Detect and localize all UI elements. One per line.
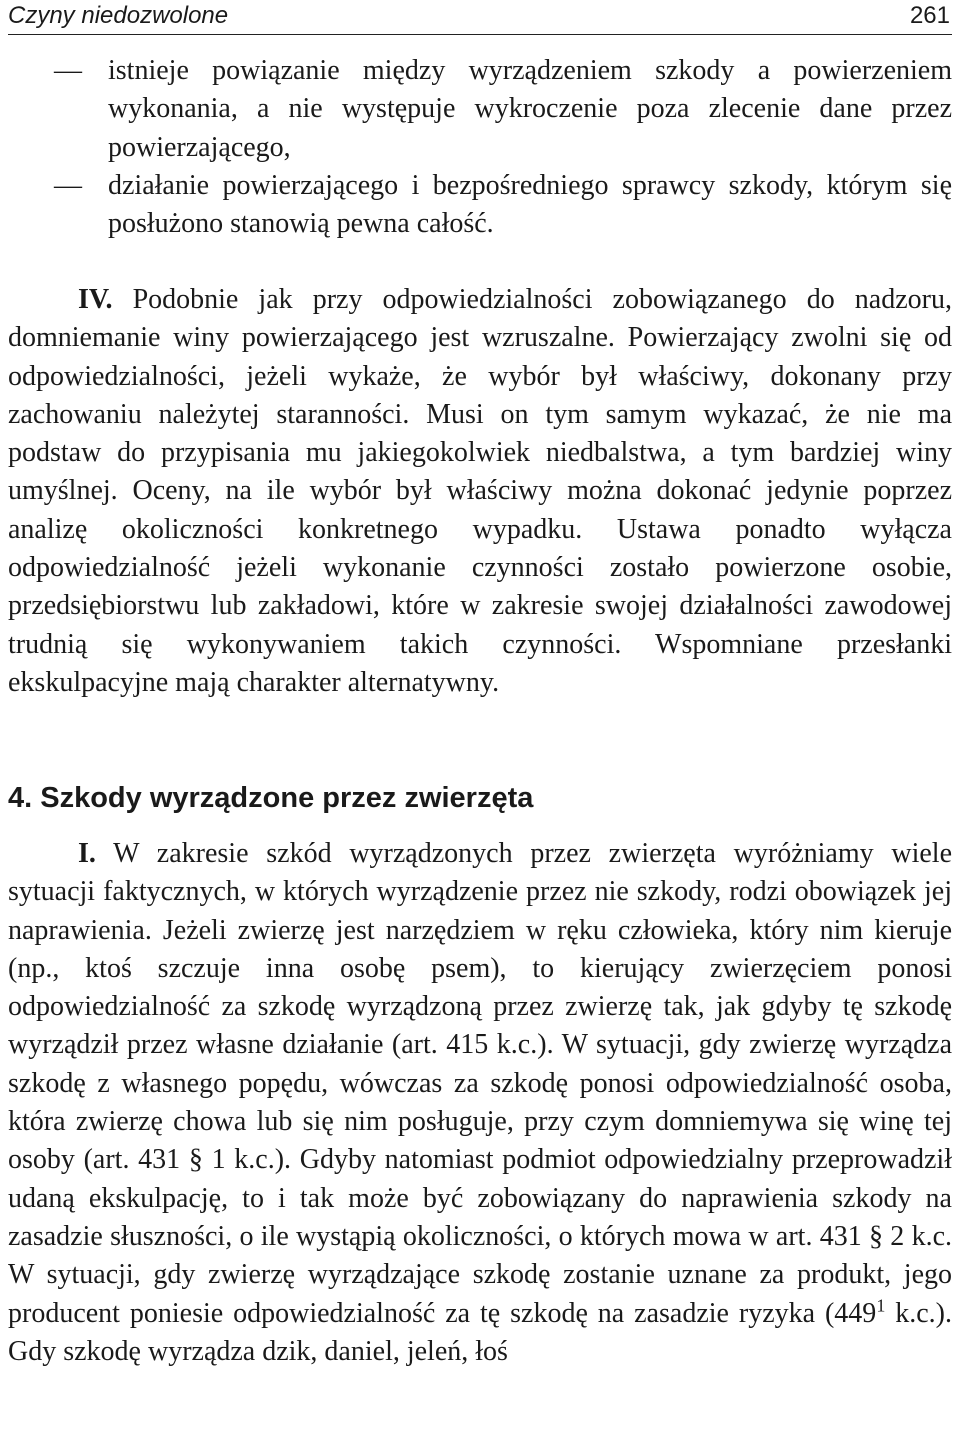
list-item-text: działanie powierzającego i bezpośredniego sprawcy szkody, którym się posłużono stanowią pewna całość. — [108, 169, 952, 240]
paragraph-i — [8, 835, 952, 1371]
section-heading: 4. Szkody wyrządzone przez zwierzęta — [8, 782, 534, 814]
list-dash: — — [54, 55, 82, 86]
list-item — [8, 52, 952, 167]
paragraph-marker: IV. — [78, 284, 113, 315]
paragraph-text: W zakresie szkód wyrządzonych przez zwierzęta wyróżniamy wiele sytuacji faktycznych, w których wyrządzenie przez nie szkody, rodzi obowiązek jej naprawienia. Jeżeli zwierzę jest narzędziem w ręku człowieka, który nim kieruje (np., ktoś szczuje inna osobę psem), to kierujący zwierzęciem ponosi odpowiedzialność za szkodę wyrządzoną przez zwierzę tak, jak gdyby tę szkodę wyrządził przez własne działanie (art. 415 k.c.). W sytuacji, gdy zwierzę wyrządza szkodę z własnego popędu, wówczas za szkodę ponosi odpowiedzialność osoba, która zwierzę chowa lub się nim posługuje, przy czym domniemywa się winę tej osoby (art. 431 § 1 k.c.). Gdyby natomiast podmiot odpowiedzialny przeprowadził udaną ekskulpację, to i tak może być zobowiązany do naprawienia szkody na zasadzie słuszności, o ile wystąpią okoliczności, o których mowa w art. 431 § 2 k.c. W sytuacji, gdy zwierzę wyrządzające szkodę zostanie uznane za produkt, jego producent poniesie odpowiedzialność za tę szkodę na zasadzie ryzyka (449 — [8, 838, 952, 1329]
superscript: 1 — [876, 1295, 886, 1316]
paragraph-text-end: k.c.). Gdy szkodę wyrządza dzik, daniel, jeleń, łoś — [8, 1297, 952, 1367]
paragraph-marker: I. — [78, 838, 96, 869]
running-header — [8, 2, 952, 35]
running-title: Czyny niedozwolone — [8, 2, 229, 29]
list-dash: — — [54, 169, 82, 201]
paragraph-iv — [8, 281, 952, 702]
condition-list — [8, 52, 952, 243]
list-item-text: istnieje powiązanie między wyrządzeniem szkody a powierzeniem wykonania, a nie występuje wykroczenie poza zlecenie dane przez powierzającego, — [108, 55, 952, 163]
page-number: 261 — [909, 2, 950, 29]
paragraph-text: Podobnie jak przy odpowiedzialności zobowiązanego do nadzoru, domniemanie winy powierzającego jest wzruszalne. Powierzający zwolni się od odpowiedzialności, jeżeli wykaże, że wybór był właściwy, dokonany przy zachowaniu należytej staranności. Musi on tym samym wykazać, że nie ma podstaw do przypisania mu jakiegokolwiek niedbalstwa, a tym bardziej winy umyślnej. Oceny, na ile wybór był właściwy można dokonać jedynie poprzez analizę okoliczności konkretnego wypadku. Ustawa ponadto wyłącza odpowiedzialność jeżeli wykonanie czynności zostało powierzone osobie, przedsiębiorstwu lub zakładowi, które w zakresie swojej działalności zawodowej trudnią się wykonywaniem takich czynności. Wspomniane przesłanki ekskulpacyjne mają charakter alternatywny. — [8, 284, 952, 698]
list-item — [8, 167, 952, 244]
